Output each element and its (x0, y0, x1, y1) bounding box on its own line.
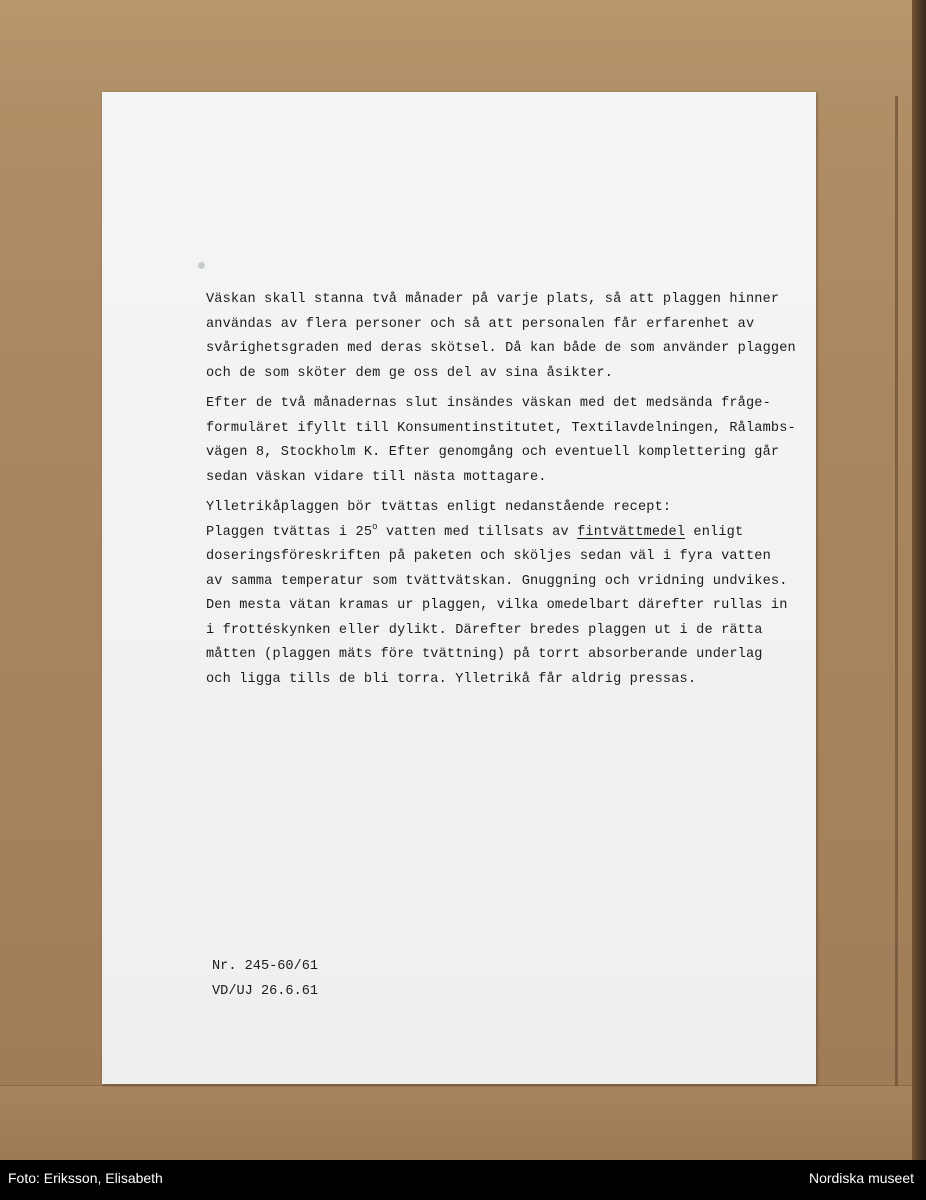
backing-inner-edge (895, 96, 898, 1086)
text-line: och de som sköter dem ge oss del av sina åsikter. (206, 365, 614, 381)
typed-document-sheet (102, 92, 816, 1084)
text-segment: vatten med tillsats av (377, 524, 578, 540)
document-reference (212, 954, 318, 1004)
text-line: svårighetsgraden med deras skötsel. Då kan både de som använder plaggen (206, 341, 796, 356)
text-line: Ylletrikåplaggen bör tvättas enligt nedanstående recept: (206, 500, 672, 515)
text-line: användas av flera personer och så att personalen får erfarenhet av (206, 316, 755, 332)
backing-right-edge (912, 0, 926, 1160)
backing-top-band (0, 0, 926, 98)
degree-superscript: o (372, 521, 378, 532)
reference-date: VD/UJ 26.6.61 (212, 984, 319, 999)
underlined-term: fintvättmedel (577, 524, 686, 540)
text-line: Väskan skall stanna två månader på varje plats, så att plaggen hinner (206, 292, 780, 307)
paragraph-1 (206, 288, 806, 386)
text-line: Den mesta vätan kramas ur plaggen, vilka omedelbart därefter rullas in (206, 598, 788, 613)
text-segment: Plaggen tvättas i 25 (206, 524, 373, 540)
document-body (206, 288, 806, 692)
paragraph-3 (206, 496, 806, 692)
text-line: och ligga tills de bli torra. Ylletrikå får aldrig pressas. (206, 671, 697, 687)
backing-bottom-band (0, 1085, 926, 1160)
institution-credit: Nordiska museet (808, 1170, 914, 1186)
text-line: Efter de två månadernas slut insändes väskan med det medsända fråge- (206, 396, 771, 411)
text-line: sedan väskan vidare till nästa mottagare. (206, 469, 547, 485)
photo-credit: Foto: Eriksson, Elisabeth (8, 1170, 163, 1186)
text-line: i frottéskynken eller dylikt. Därefter bredes plaggen ut i de rätta (206, 622, 763, 638)
text-line: doseringsföreskriften på paketen och sköljes sedan väl i fyra vatten (206, 549, 771, 564)
text-line: av samma temperatur som tvättvätskan. Gnuggning och vridning undvikes. (206, 573, 788, 589)
text-segment: enligt (685, 524, 744, 540)
reference-number: Nr. 245-60/61 (212, 959, 319, 974)
paragraph-2 (206, 392, 806, 490)
paper-speck (198, 262, 205, 269)
text-line: vägen 8, Stockholm K. Efter genomgång och eventuell komplettering går (206, 445, 780, 460)
text-line: formuläret ifyllt till Konsumentinstitutet, Textilavdelningen, Rålambs- (206, 420, 796, 436)
text-line-with-superscript (206, 521, 806, 546)
text-line: måtten (plaggen mäts före tvättning) på torrt absorberande underlag (206, 647, 763, 662)
